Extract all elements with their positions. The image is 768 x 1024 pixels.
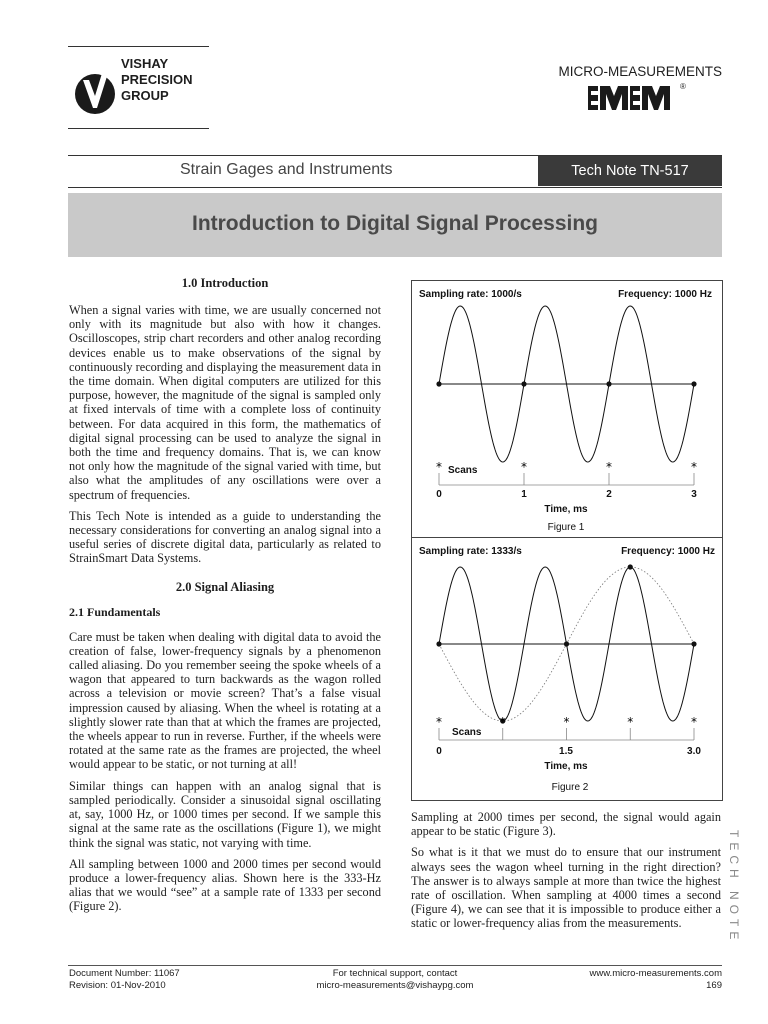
fig2-scan-mark: * — [436, 715, 442, 729]
fig1-sampling-label: Sampling rate: 1000/s — [419, 289, 522, 300]
fig1-frequency-label: Frequency: 1000 Hz — [618, 289, 712, 300]
fig1-scan-mark: * — [521, 460, 527, 474]
fig1-sample-point — [691, 381, 696, 386]
footer-center — [290, 968, 500, 992]
footer-rule — [68, 965, 722, 966]
fig2-scan-mark: * — [499, 715, 506, 729]
support-email-link[interactable]: micro-measurements@vishaypg.com — [316, 980, 474, 991]
section2-paragraph-3: All sampling between 1000 and 2000 times per second would produce a lower-frequency alias. Shown here is the 333-Hz alias that we would “see” at a sample rate of 1333 per second (Figure 2). — [69, 856, 381, 914]
figure-1 — [411, 280, 723, 539]
fig2-sample-point — [691, 641, 696, 646]
support-text: For technical support, contact — [332, 968, 458, 979]
fig2-tick-1: 1.5 — [559, 746, 573, 757]
logo-bottom-rule — [68, 128, 209, 129]
mm-logo — [588, 84, 670, 112]
fig1-sample-point — [606, 381, 611, 386]
vishay-logo-mark — [73, 58, 117, 120]
fig1-scans-label: Scans — [448, 465, 478, 476]
left-column — [69, 276, 381, 914]
fig2-sample-point — [564, 641, 569, 646]
fig2-scans-label: Scans — [452, 727, 482, 738]
page-number: 169 — [706, 980, 722, 991]
right-paragraph-2: So what is it that we must do to ensure that our instrument always sees the wagon wheel turning in the right direction? The answer is to always sample at more than twice the highest rate of oscillation. When sampling at 4000 times a second (Figure 4), we can see that it is impossible to produce either a static or lower-frequency alias from the measurements. — [411, 845, 721, 931]
category-label: Strain Gages and Instruments — [180, 161, 393, 178]
fig1-caption: Figure 1 — [547, 522, 585, 533]
logo-line-2: PRECISION — [121, 72, 193, 87]
registered-mark-icon: ® — [680, 82, 686, 91]
fig2-frequency-label: Frequency: 1000 Hz — [621, 546, 715, 557]
fig2-sample-point — [436, 641, 441, 646]
fig2-xlabel: Time, ms — [544, 761, 588, 772]
fig1-tick-3: 3 — [691, 489, 697, 500]
footer-left — [69, 968, 180, 992]
section2-paragraph-1: Care must be taken when dealing with digital data to avoid the creation of false, lower-frequency signals by a phenomenon called aliasing. Do you remember seeing the spoke wheels of a wagon that appeared to turn backwards as the wagon rolled across a television or movie screen? That’s a false visual impression caused by aliasing. When the wheel is rotating at a slightly slower rate than that at which the frames are projected, the wheels appear to run in reverse. Further, if the wheels were rotated at the same rate as the frames are projected, the wheel would appear to be static, or not turning at all! — [69, 629, 381, 772]
right-column — [411, 810, 721, 931]
brand-name: MICRO-MEASUREMENTS — [558, 64, 722, 79]
right-paragraph-1: Sampling at 2000 times per second, the signal would again appear to be static (Figure 3). — [411, 810, 721, 839]
fig2-caption: Figure 2 — [551, 782, 589, 793]
logo-top-rule — [68, 46, 209, 47]
tech-note-side-tab: TECH NOTE — [727, 830, 741, 945]
fig2-scan-mark: * — [563, 715, 570, 729]
document-number: Document Number: 11067 — [69, 968, 180, 979]
fig1-tick-2: 2 — [606, 489, 612, 500]
logo-line-1: VISHAY — [121, 56, 169, 71]
section2-heading: 2.0 Signal Aliasing — [175, 579, 275, 594]
section1-paragraph-2: This Tech Note is intended as a guide to understanding the necessary considerations for converting an analog signal into a useful series of discrete digital data, particularly as related to StrainSmart Data Systems. — [69, 508, 381, 566]
fig1-scan-mark: * — [606, 460, 612, 474]
fig2-sampling-label: Sampling rate: 1333/s — [419, 546, 522, 557]
logo-line-3: GROUP — [121, 88, 169, 103]
fig1-sample-point — [521, 381, 526, 386]
fig1-xlabel: Time, ms — [544, 504, 588, 515]
fig1-sample-point — [436, 381, 441, 386]
revision-date: Revision: 01-Nov-2010 — [69, 980, 166, 991]
section2-paragraph-2: Similar things can happen with an analog signal that is sampled periodically. Consider a sinusoidal signal oscillating at, say, 1000 Hz, or 1000 times per second. If we sample this signal at the same rate as the oscillations (Figure 1), we might think the signal was static, not varying with time. — [69, 778, 381, 850]
fig1-scan-mark: * — [436, 460, 442, 474]
category-bottom-rule — [68, 187, 722, 188]
title-banner — [68, 193, 722, 257]
tech-note-badge — [538, 156, 722, 186]
fig2-tick-2: 3.0 — [687, 746, 701, 757]
section1-paragraph-1: When a signal varies with time, we are usually concerned not only with its magnitude but also with how it changes. Oscilloscopes, strip chart recorders and other analog recording devices enable us to make observations of the signal by continuously recording and displaying the measurement data in the time domain. When digital computers are utilized for this purpose, however, the magnitude of the signal is sampled only at fixed intervals of time with a complete loss of continuity between. For data acquired in this form, the mathematics of digital signal processing can be used to analyze the signal in both the time and frequency domains. That is, we can know not only how the magnitude of the signal varied with time, but also what the amplitudes of any oscillations were over a spectrum of frequencies. — [69, 303, 381, 502]
figure-2 — [411, 537, 723, 801]
fig1-tick-0: 0 — [436, 489, 442, 500]
fig2-scan-mark: * — [691, 715, 697, 729]
footer-right — [590, 968, 723, 992]
fig1-scan-mark: * — [691, 460, 697, 474]
fig2-sample-point — [628, 564, 633, 569]
page-title: Introduction to Digital Signal Processing — [191, 212, 599, 235]
fig1-tick-1: 1 — [521, 489, 527, 500]
section2-subheading: 2.1 Fundamentals — [69, 604, 161, 619]
tech-note-label: Tech Note TN-517 — [571, 163, 689, 179]
vishay-logo-text — [121, 56, 193, 104]
website-link[interactable]: www.micro-measurements.com — [589, 968, 722, 979]
section1-heading: 1.0 Introduction — [181, 276, 269, 290]
fig2-scan-mark: * — [627, 715, 634, 729]
fig2-tick-0: 0 — [436, 746, 442, 757]
